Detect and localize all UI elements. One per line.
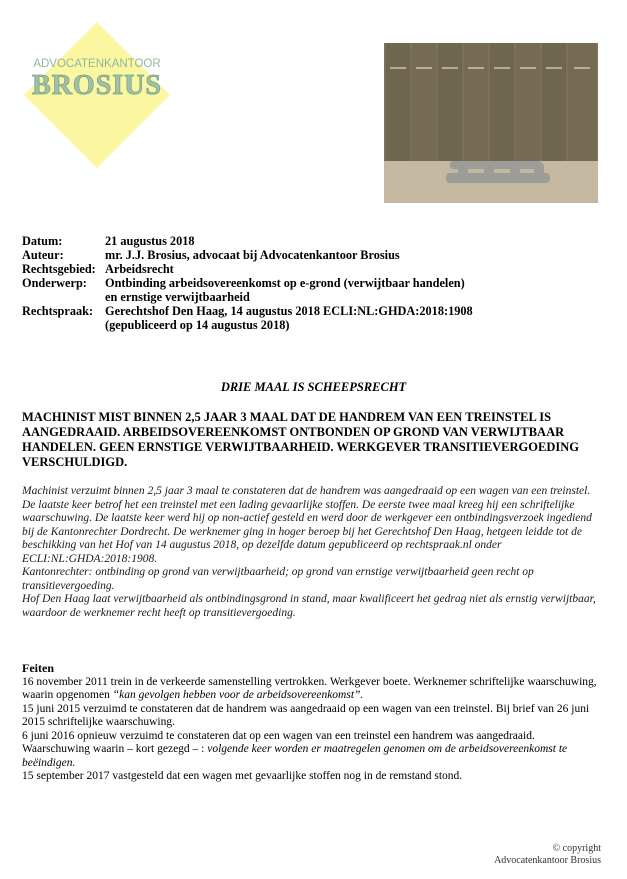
facts-paragraph	[22, 743, 604, 770]
facts-section	[22, 662, 604, 784]
copyright-notice	[494, 843, 601, 866]
facts-text: Waarschuwing waarin – kort gezegd – :	[22, 743, 208, 755]
meta-row-rechtspraak	[22, 304, 612, 332]
meta-row-onderwerp	[22, 276, 612, 304]
facts-paragraph: 15 september 2017 vastgesteld dat een wagen met gevaarlijke stoffen nog in de remstand stond.	[22, 770, 463, 782]
company-logo	[22, 20, 172, 170]
meta-row-rechtsgebied	[22, 262, 612, 276]
meta-label: Auteur:	[22, 248, 64, 262]
summary-paragraph: Kantonrechter: ontbinding op grond van verwijtbaarheid; op grond van ernstige verwijtbaarheid geen recht op transitievergoeding.	[22, 566, 534, 592]
summary-paragraph: Machinist verzuimt binnen 2,5 jaar 3 maal te constateren dat de handrem was aangedraaid op een wagen van een treinstel. De laatste keer betrof het een treinstel met een lading gevaarlijke stoffen. De eerste twee maal kreeg hij een schriftelijke waarschuwing. De laatste keer werd hij op non-actief gesteld en werd door de werkgever een ontbindingsverzoek ingediend bij de Kantonrechter Dordrecht. De werknemer ging in hoger beroep bij het Gerechtshof Den Haag, hetgeen leidde tot de beschikking van het Hof van 14 augustus 2018, op dezelfde datum gepubliceerd op rechtspraak.nl onder ECLI:NL:GHDA:2018:1908.	[22, 485, 592, 565]
meta-value: Arbeidsrecht	[105, 262, 174, 276]
meta-value: Ontbinding arbeidsovereenkomst op e-grond (verwijtbaar handelen)	[105, 276, 465, 290]
bookshelf-photo	[384, 43, 598, 203]
meta-value: mr. J.J. Brosius, advocaat bij Advocatenkantoor Brosius	[105, 248, 400, 262]
logo-line2: BROSIUS	[32, 70, 162, 101]
summary-paragraph: Hof Den Haag laat verwijtbaarheid als ontbindingsgrond in stand, maar kwalificeert het gedrag niet als ernstig verwijtbaar, waardoor de werknemer recht heeft op transitievergoeding.	[22, 593, 596, 619]
copyright-line: Advocatenkantoor Brosius	[494, 854, 601, 866]
article-title: DRIE MAAL IS SCHEEPSRECHT	[220, 380, 407, 394]
meta-row-auteur	[22, 248, 612, 262]
facts-paragraph	[22, 676, 604, 703]
meta-value: Gerechtshof Den Haag, 14 augustus 2018 ECLI:NL:GHDA:2018:1908	[105, 304, 473, 318]
meta-label: Rechtsgebied:	[22, 262, 96, 276]
article-summary	[22, 485, 604, 620]
meta-value: en ernstige verwijtbaarheid	[105, 290, 250, 304]
meta-value: (gepubliceerd op 14 augustus 2018)	[105, 318, 290, 332]
meta-label: Datum:	[22, 234, 63, 248]
facts-text: 16 november 2011 trein in de verkeerde samenstelling vertrokken. Werkgever boete. Werknemer schriftelijke waarschuwing, waarin opgenomen	[22, 675, 597, 701]
meta-label: Rechtspraak:	[22, 304, 94, 318]
logo-line1: ADVOCATENKANTOOR	[33, 58, 161, 70]
meta-label: Onderwerp:	[22, 276, 87, 290]
meta-row-datum	[22, 234, 612, 248]
document-metadata	[22, 234, 612, 332]
facts-paragraph: 6 juni 2016 opnieuw verzuimd te constateren dat op een wagen van een treinstel een handrem was aangedraaid.	[22, 729, 535, 742]
facts-heading: Feiten	[22, 661, 54, 675]
copyright-line: © copyright	[552, 843, 601, 854]
facts-paragraph: 15 juni 2015 verzuimd te constateren dat de handrem was aangedraaid op een wagen van een treinstel. Bij brief van 26 juni 2015 schriftelijke waarschuwing.	[22, 702, 590, 728]
meta-value: 21 augustus 2018	[105, 234, 195, 248]
facts-quote: “kan gevolgen hebben voor de arbeidsovereenkomst”.	[112, 689, 364, 701]
article-headline: MACHINIST MIST BINNEN 2,5 JAAR 3 MAAL DAT DE HANDREM VAN EEN TREINSTEL IS AANGEDRAAID. ARBEIDSOVEREENKOMST ONTBONDEN OP GROND VAN VERWIJTBAAR HANDELEN. GEEN ERNSTIGE VERWIJTBAARHEID. WERKGEVER TRANSITIEVERGOEDING VERSCHULDIGD.	[22, 410, 579, 469]
facts-quote: volgende keer worden er maatregelen genomen om de arbeidsovereenkomst te beëindigen.	[22, 743, 568, 769]
